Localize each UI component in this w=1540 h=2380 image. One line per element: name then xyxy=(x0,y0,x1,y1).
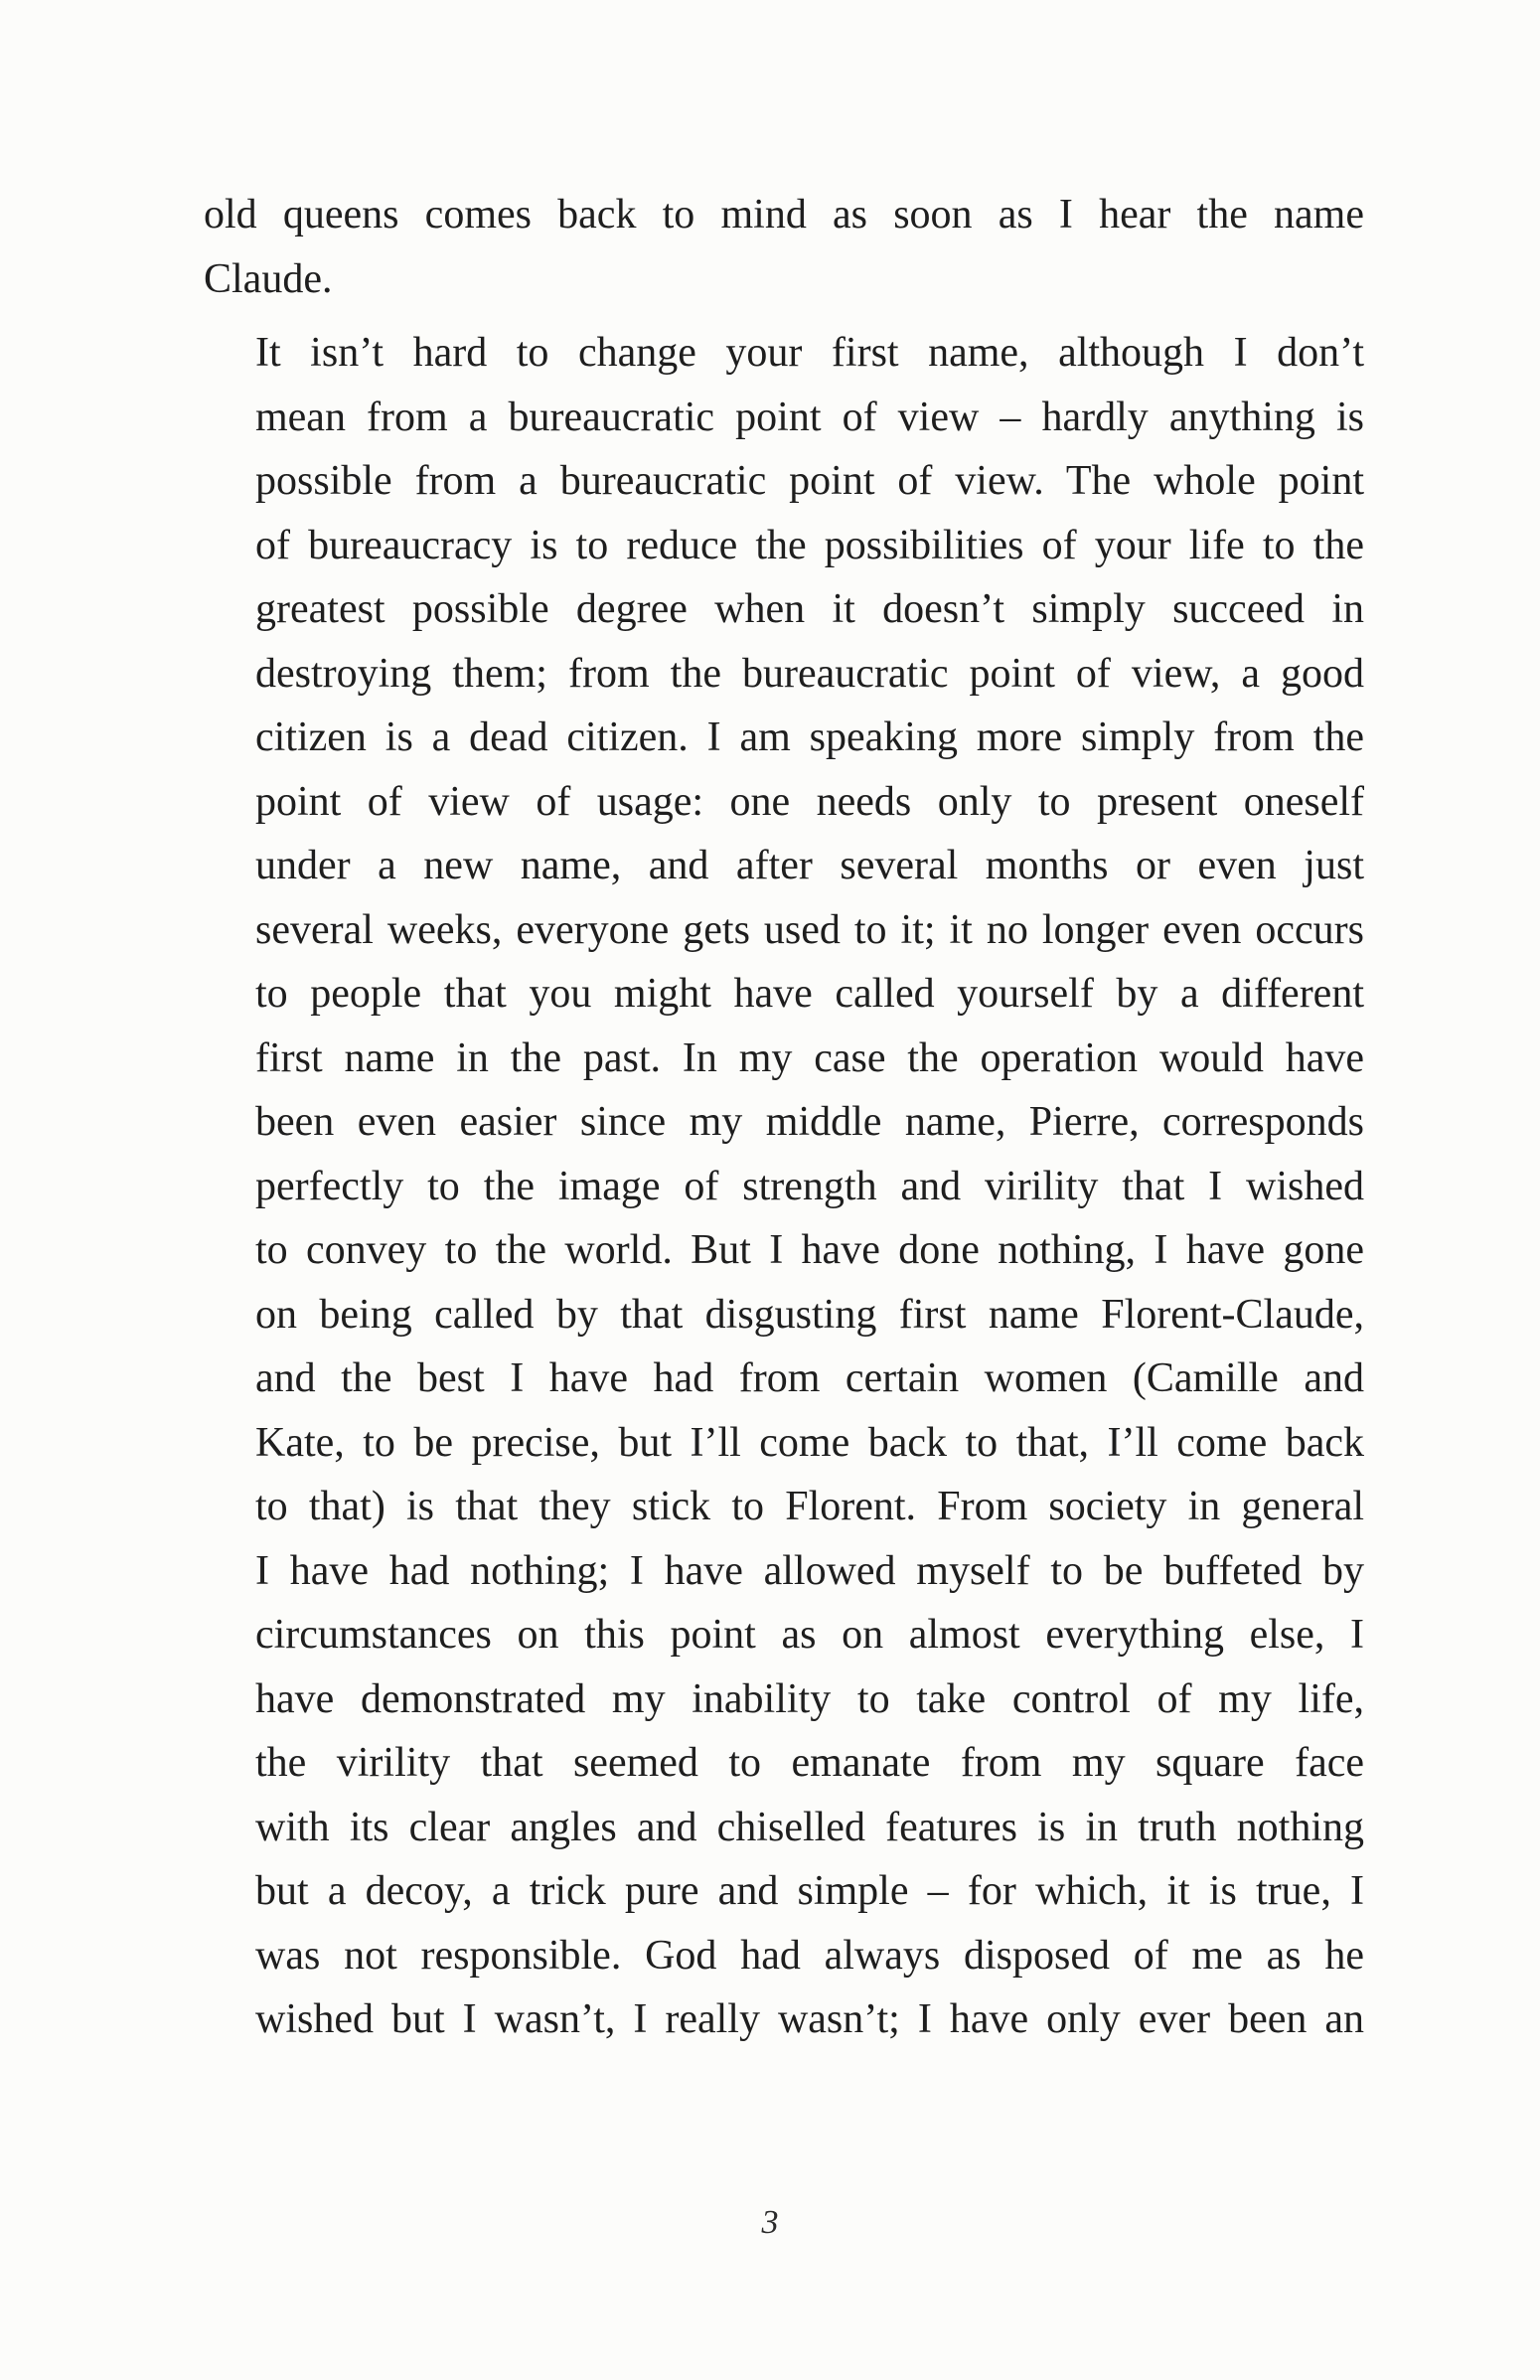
page-number: 3 xyxy=(761,2204,779,2241)
text-line: It isn’t hard to change your first name, although I don’t xyxy=(255,330,1364,376)
text-line: on being called by that disgusting first name Florent-Claude, xyxy=(255,1291,1364,1338)
text-line: destroying them; from the bureaucratic point of view, a good xyxy=(255,650,1364,697)
text-line: to people that you might have called yourself by a different xyxy=(255,971,1364,1017)
text-line: and the best I have had from certain women (Camille and xyxy=(255,1355,1364,1401)
text-line: citizen is a dead citizen. I am speaking more simply from the xyxy=(255,714,1364,760)
body-text xyxy=(204,183,1364,2052)
text-line: to convey to the world. But I have done nothing, I have gone xyxy=(255,1227,1364,1273)
text-line: I have had nothing; I have allowed myself to be buffeted by xyxy=(255,1547,1364,1594)
text-line: possible from a bureaucratic point of view. The whole point xyxy=(255,458,1364,504)
text-line: the virility that seemed to emanate from my square face xyxy=(255,1740,1364,1786)
text-line: have demonstrated my inability to take control of my life, xyxy=(255,1675,1364,1722)
text-line: with its clear angles and chiselled features is in truth nothing xyxy=(255,1804,1364,1850)
text-line: of bureaucracy is to reduce the possibilities of your life to the xyxy=(255,522,1364,568)
text-line: greatest possible degree when it doesn’t simply succeed in xyxy=(255,586,1364,632)
text-line: several weeks, everyone gets used to it; it no longer even occurs xyxy=(255,906,1364,953)
text-line: mean from a bureaucratic point of view – hardly anything is xyxy=(255,394,1364,440)
text-line: but a decoy, a trick pure and simple – for which, it is true, I xyxy=(255,1868,1364,1914)
text-line: point of view of usage: one needs only to present oneself xyxy=(255,778,1364,825)
paragraph xyxy=(204,321,1364,2052)
text-line: first name in the past. In my case the operation would have xyxy=(255,1034,1364,1081)
text-line: to that) is that they stick to Florent. From society in general xyxy=(255,1484,1364,1529)
text-line: under a new name, and after several months or even just xyxy=(255,843,1364,888)
text-line: wished but I wasn’t, I really wasn’t; I have only ever been an xyxy=(255,1996,1364,2042)
text-line: old queens comes back to mind as soon as I hear the name xyxy=(204,192,1364,238)
text-line: Claude. xyxy=(204,255,333,302)
text-line: was not responsible. God had always disposed of me as he xyxy=(255,1932,1364,1979)
text-line: Kate, to be precise, but I’ll come back to that, I’ll come back xyxy=(255,1419,1364,1466)
text-line: been even easier since my middle name, Pierre, corresponds xyxy=(255,1099,1364,1145)
paragraph xyxy=(204,183,1364,311)
text-line: circumstances on this point as on almost everything else, I xyxy=(255,1612,1364,1658)
text-line: perfectly to the image of strength and virility that I wished xyxy=(255,1163,1364,1209)
